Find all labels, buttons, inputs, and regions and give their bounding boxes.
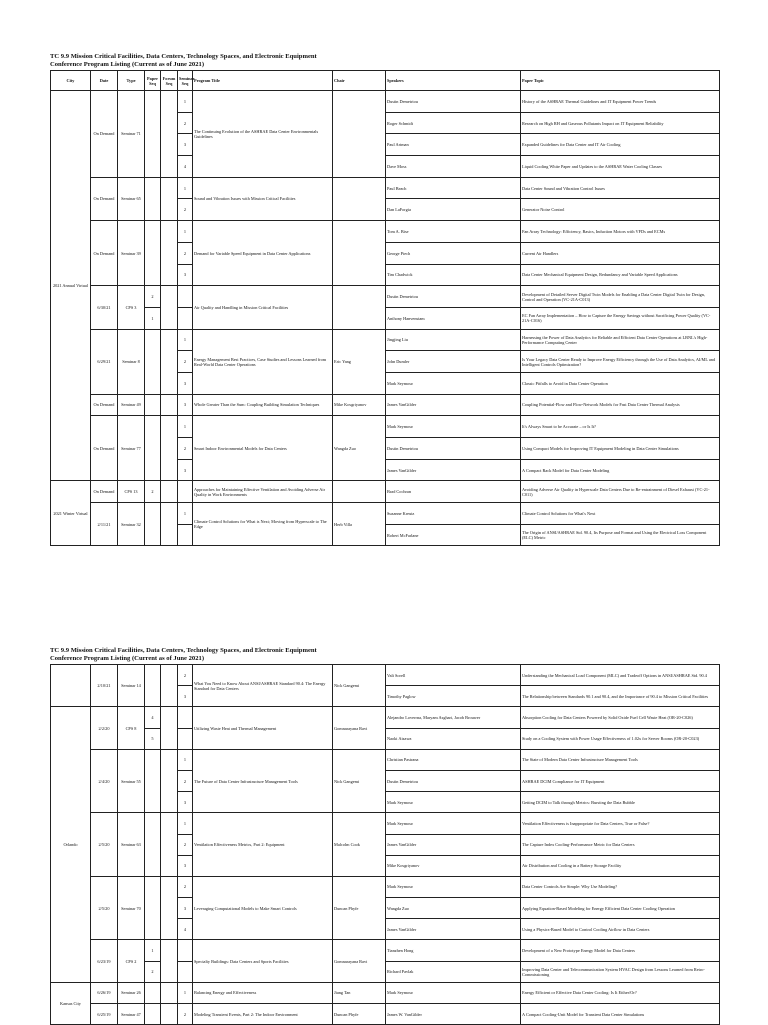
table-row [51, 813, 720, 834]
date-cell: 6/26/19 [91, 982, 118, 1003]
header-row [51, 71, 720, 91]
forum-seq-cell [161, 329, 178, 394]
paper-topic-cell: A Compact Cooling-Unit Model for Transient Data Center Simulations [521, 1004, 720, 1025]
speaker-cell: James VanGilder [386, 919, 521, 940]
chair-cell: Nick Gangemi [333, 665, 386, 707]
paper-topic-cell: Study on a Cooling System with Power Usage Effectiveness of 1.02x for Server Rooms (OR-20-C023) [521, 728, 720, 749]
paper-topic-cell: Avoiding Adverse Air Quality in Hyperscale Data Centers Due to Re-entrainment of Diesel Exhaust (VC-21-C011) [521, 481, 720, 503]
seminar-seq-cell [178, 728, 193, 749]
paper-seq-cell: 2 [145, 961, 161, 982]
seminar-seq-cell: 3 [178, 134, 193, 156]
paper-seq-cell [145, 665, 161, 707]
speaker-cell: Christian Pastrana [386, 749, 521, 770]
date-cell: 6/29/21 [91, 329, 118, 394]
type-cell: CPS 3 [118, 286, 145, 329]
title-line-2: Conference Program Listing (Current as of June 2021) [50, 61, 205, 69]
paper-topic-cell: Energy Efficient or Effective Data Center Cooling: Is It Either/Or? [521, 982, 720, 1003]
speaker-cell: Mark Seymour [386, 416, 521, 438]
speaker-cell: Paul Beach [386, 177, 521, 199]
seminar-seq-cell: 4 [178, 156, 193, 178]
type-cell: Seminar 55 [118, 749, 145, 813]
date-cell: 2/5/20 [91, 813, 118, 877]
paper-seq-cell [145, 749, 161, 813]
paper-seq-cell: 1 [145, 940, 161, 961]
paper-topic-cell: Applying Equation-Based Modeling for Energy Efficient Data Center Cooling Operation [521, 898, 720, 919]
col-paper-topic: Paper Topic [521, 71, 720, 91]
paper-topic-cell: Data Center Controls Are Simple: Why Use Modeling? [521, 876, 720, 897]
program-title-cell: Whole Greater Than the Sum: Coupling Building Simulation Techniques [193, 394, 333, 416]
date-cell: 6/30/21 [91, 286, 118, 329]
table-row [51, 177, 720, 199]
col-program-title: Program Title [193, 71, 333, 91]
speaker-cell: Timothy Paglow [386, 686, 521, 707]
table-row [51, 221, 720, 243]
speaker-cell: Dustin Demetriou [386, 438, 521, 460]
speaker-cell: Brad Cochran [386, 481, 521, 503]
speaker-cell: Anthony Hanvenstam [386, 307, 521, 329]
program-table-page2 [50, 664, 720, 1025]
seminar-seq-cell: 2 [178, 834, 193, 855]
forum-seq-cell [161, 394, 178, 416]
forum-seq-cell [161, 177, 178, 220]
paper-topic-cell: Improving Data Center and Telecommunication System HVAC Design from Lessons Learned from Retro-Commissioning [521, 961, 720, 982]
table-row [51, 749, 720, 770]
paper-topic-cell: Development of Detailed Server Digital Twin Models for Enabling a Data Center Digital Twin for Design, Control and Operation (VC-21A-C013) [521, 286, 720, 308]
col-date: Date [91, 71, 118, 91]
speaker-cell: Suzanne Kreutz [386, 503, 521, 525]
program-title-cell: The Continuing Evolution of the ASHRAE Data Center Environmentals Guidelines [193, 91, 333, 178]
seminar-seq-cell [178, 286, 193, 308]
program-title-cell: Ventilation Effectiveness Metrics, Part 2: Equipment [193, 813, 333, 877]
forum-seq-cell [161, 813, 178, 877]
date-cell: 2/5/20 [91, 876, 118, 940]
title-line-1: TC 9.9 Mission Critical Facilities, Data Centers, Technology Spaces, and Electronic Equipment [50, 647, 317, 654]
type-cell: CPS 2 [118, 940, 145, 982]
seminar-seq-cell: 3 [178, 898, 193, 919]
table-row [51, 481, 720, 503]
program-title-cell: Utilizing Waste Heat and Thermal Management [193, 707, 333, 749]
speaker-cell: Roger Schmidt [386, 112, 521, 134]
seminar-seq-cell [178, 707, 193, 728]
program-title-cell: Smart Indoor Environmental Models for Data Centers [193, 416, 333, 481]
speaker-cell: Mark Seymour [386, 813, 521, 834]
city-cell: Orlando [51, 707, 91, 982]
program-title-cell: Sound and Vibration Issues with Mission Critical Facilities [193, 177, 333, 220]
seminar-seq-cell: 2 [178, 770, 193, 791]
paper-seq-cell: 4 [145, 707, 161, 728]
chair-cell: Malcolm Cook [333, 813, 386, 877]
date-cell: 2/10/21 [91, 665, 118, 707]
paper-topic-cell: Absorption Cooling for Data Centers Powered by Solid Oxide Fuel Cell Waste Heat (OR-20-C026) [521, 707, 720, 728]
seminar-seq-cell: 1 [178, 221, 193, 243]
paper-topic-cell: It's Always Smart to be Accurate – or Is It? [521, 416, 720, 438]
chair-cell [333, 221, 386, 286]
paper-topic-cell: History of the ASHRAE Thermal Guidelines and IT Equipment Power Trends [521, 91, 720, 113]
forum-seq-cell [161, 221, 178, 286]
paper-seq-cell [145, 221, 161, 286]
paper-topic-cell: Fan Array Technology: Efficiency, Basics, Induction Motors with VFDs and ECMs [521, 221, 720, 243]
date-cell: 6/25/19 [91, 1004, 118, 1025]
type-cell: Seminar 26 [118, 982, 145, 1003]
speaker-cell: James W. VanGilder [386, 1004, 521, 1025]
paper-topic-cell: Data Center Sound and Vibration Control Issues [521, 177, 720, 199]
paper-topic-cell: Development of a New Prototype Energy Model for Data Centers [521, 940, 720, 961]
table-row [51, 394, 720, 416]
col-forum-seq: Forum Seq [161, 71, 178, 91]
seminar-seq-cell: 3 [178, 459, 193, 481]
forum-seq-cell [161, 416, 178, 481]
speaker-cell: James VanGilder [386, 834, 521, 855]
paper-topic-cell: Using Compact Models for Improving IT Equipment Modeling in Data Center Simulations [521, 438, 720, 460]
col-seminar-seq: Seminar Seq [178, 71, 193, 91]
seminar-seq-cell: 1 [178, 503, 193, 525]
seminar-seq-cell: 3 [178, 792, 193, 813]
table-row [51, 503, 720, 525]
paper-topic-cell: Using a Physics-Based Model to Control Cooling Airflow in Data Centers [521, 919, 720, 940]
seminar-seq-cell: 3 [178, 372, 193, 394]
date-cell: 2/11/21 [91, 503, 118, 546]
forum-seq-cell [161, 91, 178, 178]
paper-topic-cell: Getting DCIM to Talk through Metrics: Bursting the Data Bubble [521, 792, 720, 813]
paper-topic-cell: The Capture Index Cooling-Performance Metric for Data Centers [521, 834, 720, 855]
paper-topic-cell: Is Your Legacy Data Center Ready to Improve Energy Efficiency through the Use of Data Analytics, AI/ML and Intelligent Controls Optimization? [521, 351, 720, 373]
paper-seq-cell [145, 394, 161, 416]
seminar-seq-cell: 3 [178, 855, 193, 876]
speaker-cell: Naoki Aizawa [386, 728, 521, 749]
forum-seq-cell [161, 940, 178, 982]
table-row [51, 416, 720, 438]
title-line-1: TC 9.9 Mission Critical Facilities, Data Centers, Technology Spaces, and Electronic Equipment [50, 53, 317, 60]
seminar-seq-cell: 2 [178, 1004, 193, 1025]
paper-topic-cell: Liquid Cooling White Paper and Updates to the ASHRAE Water Cooling Classes [521, 156, 720, 178]
chair-cell: Wangda Zuo [333, 416, 386, 481]
chair-cell: Gomnarayana Ravi [333, 940, 386, 982]
speaker-cell: Tom A. Bise [386, 221, 521, 243]
paper-topic-cell: Climate Control Solutions for What's Next [521, 503, 720, 525]
seminar-seq-cell [178, 307, 193, 329]
type-cell: Seminar 32 [118, 503, 145, 546]
paper-topic-cell: Research on High RH and Gaseous Pollutants Impact on IT Equipment Reliability [521, 112, 720, 134]
chair-cell: Duncan Phyfe [333, 876, 386, 940]
paper-seq-cell: 2 [145, 481, 161, 503]
speaker-cell: Robert McFarlane [386, 524, 521, 546]
paper-seq-cell [145, 982, 161, 1003]
col-chair: Chair [333, 71, 386, 91]
paper-seq-cell [145, 329, 161, 394]
speaker-cell: Tianzhen Hong [386, 940, 521, 961]
seminar-seq-cell: 2 [178, 242, 193, 264]
chair-cell [333, 91, 386, 178]
speaker-cell: Dustin Demetriou [386, 770, 521, 791]
col-speakers: Speakers [386, 71, 521, 91]
chair-cell [333, 286, 386, 329]
seminar-seq-cell: 4 [178, 919, 193, 940]
seminar-seq-cell: 2 [178, 112, 193, 134]
paper-topic-cell: A Compact Rack Model for Data Center Modeling [521, 459, 720, 481]
paper-seq-cell [145, 416, 161, 481]
paper-topic-cell: EC Fan Array Implementation – How to Capture the Energy Savings without Sacrificing Power Quality (VC-21A-C016) [521, 307, 720, 329]
paper-topic-cell: The State of Modern Data Center Infrastructure Management Tools [521, 749, 720, 770]
city-cell: 2021 Annual Virtual [51, 91, 91, 481]
chair-cell: Duncan Phyfe [333, 1004, 386, 1025]
seminar-seq-cell: 3 [178, 686, 193, 707]
paper-topic-cell: Generator Noise Control [521, 199, 720, 221]
chair-cell: Eric Yang [333, 329, 386, 394]
table-row [51, 665, 720, 686]
speaker-cell: Mark Seymour [386, 372, 521, 394]
forum-seq-cell [161, 665, 178, 707]
paper-seq-cell: 5 [145, 728, 161, 749]
title-line-2: Conference Program Listing (Current as of June 2021) [50, 655, 205, 663]
date-cell: On Demand [91, 481, 118, 503]
date-cell: On Demand [91, 416, 118, 481]
seminar-seq-cell: 1 [178, 177, 193, 199]
seminar-seq-cell: 1 [178, 749, 193, 770]
seminar-seq-cell: 3 [178, 264, 193, 286]
seminar-seq-cell: 1 [178, 416, 193, 438]
speaker-cell: Jingjing Liu [386, 329, 521, 351]
table-row [51, 91, 720, 113]
type-cell: Seminar 70 [118, 876, 145, 940]
forum-seq-cell [161, 481, 178, 503]
type-cell: Seminar 47 [118, 1004, 145, 1025]
table-row [51, 940, 720, 961]
speaker-cell: Alejandro Loverrna, Maryam Asghari, Jacob Brouwer [386, 707, 521, 728]
forum-seq-cell [161, 982, 178, 1003]
date-cell: On Demand [91, 394, 118, 416]
speaker-cell: Mike Kosgriyanov [386, 855, 521, 876]
chair-cell: Jiang Tan [333, 982, 386, 1003]
type-cell: Seminar 14 [118, 665, 145, 707]
type-cell: Seminar 49 [118, 394, 145, 416]
type-cell: Seminar 65 [118, 177, 145, 220]
program-title-cell: Demand for Variable Speed Equipment in Data Center Applications [193, 221, 333, 286]
table-row [51, 307, 720, 329]
type-cell: Seminar 8 [118, 329, 145, 394]
paper-topic-cell: Classic Pitfalls to Avoid in Data Center Operation [521, 372, 720, 394]
speaker-cell: Dustin Demetriou [386, 286, 521, 308]
chair-cell: Gomnarayana Ravi [333, 707, 386, 749]
paper-seq-cell: 1 [145, 307, 161, 329]
seminar-seq-cell [178, 524, 193, 546]
table-row [51, 1004, 720, 1025]
city-cell: Kansas City [51, 982, 91, 1024]
program-title-cell: Approaches for Maintaining Effective Ventilation and Avoiding Adverse Air Quality in Work Environments [193, 481, 333, 503]
seminar-seq-cell [178, 481, 193, 503]
speaker-cell: Richard Pavlak [386, 961, 521, 982]
paper-seq-cell [145, 1004, 161, 1025]
seminar-seq-cell: 2 [178, 665, 193, 686]
paper-topic-cell: Current Air Handlers [521, 242, 720, 264]
paper-topic-cell: Data Center Mechanical Equipment Design, Redundancy and Variable Speed Applications [521, 264, 720, 286]
table-row [51, 982, 720, 1003]
date-cell: On Demand [91, 177, 118, 220]
seminar-seq-cell: 1 [178, 91, 193, 113]
program-title-cell: Energy Management Best Practices, Case Studies and Lessons Learned from Real-World Data Center Operations [193, 329, 333, 394]
speaker-cell: Tim Chadwick [386, 264, 521, 286]
seminar-seq-cell: 1 [178, 329, 193, 351]
city-cell [51, 665, 91, 707]
speaker-cell: Mark Seymour [386, 876, 521, 897]
forum-seq-cell [161, 707, 178, 749]
table-row [51, 707, 720, 728]
paper-seq-cell [145, 177, 161, 220]
paper-topic-cell: Expanded Guidelines for Data Center and IT Air Cooling [521, 134, 720, 156]
table-row [51, 286, 720, 308]
city-cell: 2021 Winter Virtual [51, 481, 91, 546]
program-title-cell: The Future of Data Center Infrastructure Management Tools [193, 749, 333, 813]
speaker-cell: Vali Sorell [386, 665, 521, 686]
speaker-cell: James VanGilder [386, 459, 521, 481]
paper-topic-cell: Understanding the Mechanical Load Component (MLC) and Tradeoff Options in ANSI/ASHRAE Std. 90.4 [521, 665, 720, 686]
table-row [51, 961, 720, 982]
chair-cell: Nick Gangemi [333, 749, 386, 813]
program-title-cell: Air Quality and Handling in Mission Critical Facilities [193, 286, 333, 329]
program-title-cell: Climate Control Solutions for What is Next; Moving from Hyperscale to The Edge [193, 503, 333, 546]
paper-seq-cell [145, 876, 161, 940]
speaker-cell: Mark Seymour [386, 792, 521, 813]
seminar-seq-cell: 1 [178, 982, 193, 1003]
col-paper-seq: Paper Seq [145, 71, 161, 91]
seminar-seq-cell: 2 [178, 351, 193, 373]
forum-seq-cell [161, 503, 178, 546]
forum-seq-cell [161, 749, 178, 813]
table-row [51, 329, 720, 351]
speaker-cell: Dustin Demetriou [386, 91, 521, 113]
program-title-cell: Leveraging Computational Models to Make Smart Controls [193, 876, 333, 940]
speaker-cell: Wangda Zuo [386, 898, 521, 919]
speaker-cell: Paul Artman [386, 134, 521, 156]
paper-topic-cell: Ventilation Effectiveness is Inappropriate for Data Centers, True or False? [521, 813, 720, 834]
chair-cell: Herb Villa [333, 503, 386, 546]
seminar-seq-cell: 3 [178, 394, 193, 416]
date-cell: On Demand [91, 221, 118, 286]
col-type: Type [118, 71, 145, 91]
forum-seq-cell [161, 1004, 178, 1025]
paper-seq-cell: 2 [145, 286, 161, 308]
speaker-cell: Dan LaForgia [386, 199, 521, 221]
type-cell: CPS 13 [118, 481, 145, 503]
col-city: City [51, 71, 91, 91]
table-row [51, 728, 720, 749]
seminar-seq-cell: 2 [178, 199, 193, 221]
paper-topic-cell: Harnessing the Power of Data Analytics for Reliable and Efficient Data Center Operations at LBNL's High- Performance Computing Center [521, 329, 720, 351]
seminar-seq-cell: 1 [178, 813, 193, 834]
paper-topic-cell: Coupling Potential-Flow and Flow-Network Models for Fast Data Center Thermal Analysis [521, 394, 720, 416]
paper-seq-cell [145, 813, 161, 877]
program-title-cell: What You Need to Know About ANSI/ASHRAE Standard 90.4: The Energy Standard for Data Centers [193, 665, 333, 707]
speaker-cell: John Dumler [386, 351, 521, 373]
forum-seq-cell [161, 286, 178, 329]
date-cell: 6/23/19 [91, 940, 118, 982]
chair-cell [333, 177, 386, 220]
speaker-cell: James VanGilder [386, 394, 521, 416]
paper-topic-cell: ASHRAE DCIM Compliance for IT Equipment [521, 770, 720, 791]
page1-title [50, 53, 317, 70]
paper-topic-cell: Air Distribution and Cooling in a Battery Storage Facility [521, 855, 720, 876]
paper-seq-cell [145, 91, 161, 178]
date-cell: 2/4/20 [91, 749, 118, 813]
type-cell: Seminar 39 [118, 221, 145, 286]
type-cell: Seminar 77 [118, 416, 145, 481]
speaker-cell: George Piech [386, 242, 521, 264]
seminar-seq-cell: 2 [178, 876, 193, 897]
program-title-cell: Modeling Transient Events, Part 2: The Indoor Environment [193, 1004, 333, 1025]
program-table-page1 [50, 70, 720, 546]
program-title-cell: Specialty Buildings: Data Centers and Sports Facilities [193, 940, 333, 982]
seminar-seq-cell [178, 940, 193, 961]
seminar-seq-cell: 2 [178, 438, 193, 460]
speaker-cell: Mark Seymour [386, 982, 521, 1003]
speaker-cell: Dave Moss [386, 156, 521, 178]
paper-seq-cell [145, 503, 161, 546]
paper-topic-cell: The Origin of ANSI/ASHRAE Std. 90.4, Its Purpose and Format and Using the Electrical Loss Component (ELC) Metric [521, 524, 720, 546]
chair-cell [333, 481, 386, 503]
page2-title [50, 647, 317, 664]
forum-seq-cell [161, 876, 178, 940]
chair-cell: Mike Kosgriyanov [333, 394, 386, 416]
paper-topic-cell: The Relationship between Standards 90.1 and 90.4, and the Importance of 90.4 to Mission Critical Facilities [521, 686, 720, 707]
table-row [51, 876, 720, 897]
type-cell: Seminar 71 [118, 91, 145, 178]
type-cell: Seminar 63 [118, 813, 145, 877]
date-cell: 2/2/20 [91, 707, 118, 749]
type-cell: CPS 8 [118, 707, 145, 749]
program-title-cell: Balancing Energy and Effectiveness [193, 982, 333, 1003]
date-cell: On Demand [91, 91, 118, 178]
seminar-seq-cell [178, 961, 193, 982]
